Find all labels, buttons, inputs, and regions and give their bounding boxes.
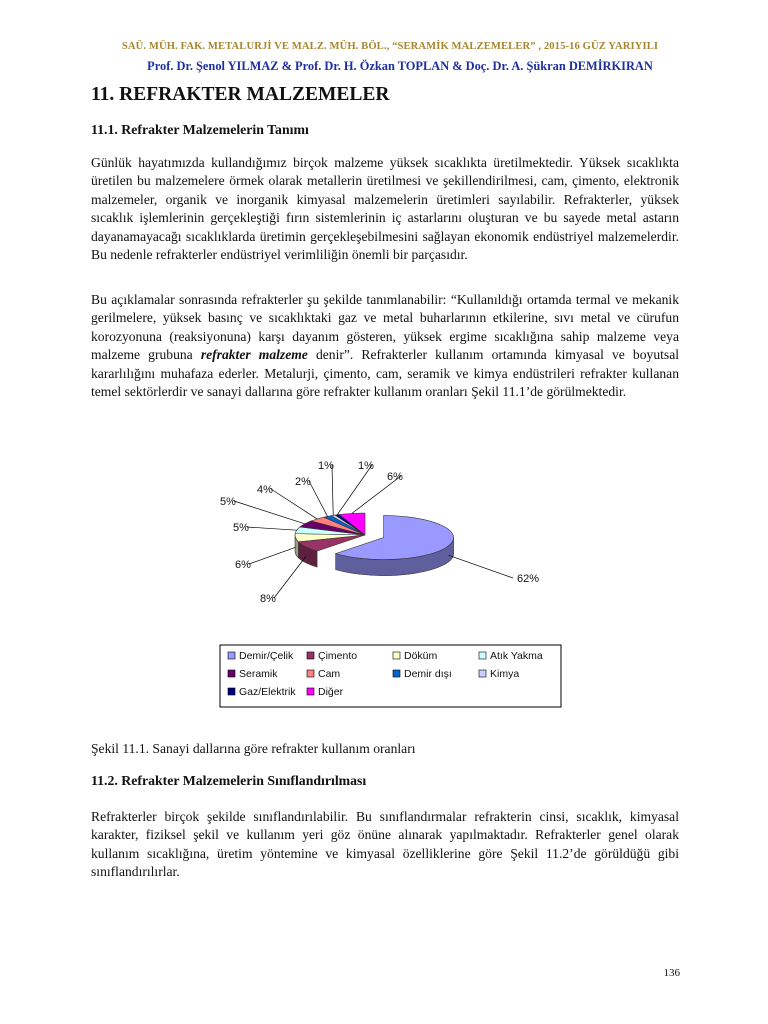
legend-label-diger: Diğer [318,686,344,698]
data-label-atik-yakma: 5% [233,522,249,534]
leader-line-demir-celik [449,555,513,578]
legend-label-demir-disi: Demir dışı [404,668,452,680]
paragraph-2-text-start: Bu açıklamalar sonrasında refrakterler şu şekilde tanımlanabilir: “Kullanıldığı ortamda termal ve mekanik gerilmelere, yüksek basınç ve sıcaklıktaki gaz ve metal buharlarının etkilerine, sıvı metal ve cürufun korozyonuna (reaksiyonuna) karşı dayanım gösteren, yüksek ergime sıcaklığına sahip malzeme veya malzeme grubuna [91,292,679,363]
legend-swatch-cam [307,670,314,677]
section-2-paragraph-1: Refrakterler birçok şekilde sınıflandırılabilir. Bu sınıflandırmalar refrakterin cinsi, sıcaklık, kimyasal karakter, fiziksel şekil ve kullanım yeri göz önüne alınarak yapılmaktadır. Refrakterler genel olarak kullanım sıcaklığına, üretim yöntemine ve kimyasal özelliklerine göre Şekil 11.2’de görüldüğü gibi sınıflandırılırlar. [91,809,679,880]
leader-line-cam [271,489,317,519]
legend-label-gaz-elektrik: Gaz/Elektrik [239,686,296,698]
leader-line-kimya [332,465,333,515]
paragraph-2-text-end: denir”. Refrakterler kullanım ortamında kimyasal ve boyutsal kararlılığını muhafaza ederler. Metalurji, çimento, cam, seramik ve kimya endüstrileri refrakter kullanan temel sektörlerdir ve sanayi dallarına göre refrakter kullanım oranları Şekil 11.1’de görülmektedir. [91,347,680,400]
legend-label-seramik: Seramik [239,668,278,680]
leader-line-atik-yakma [247,527,297,530]
data-label-cam: 4% [257,484,273,496]
leader-line-cimento [274,556,306,598]
legend-label-demir-celik: Demir/Çelik [239,650,294,662]
legend-label-kimya: Kimya [490,668,520,680]
data-label-seramik: 5% [220,496,236,508]
section-2-title: 11.2. Refrakter Malzemelerin Sınıflandırılması [91,773,367,788]
legend-swatch-demir-disi [393,670,400,677]
section-1-paragraph-1: Günlük hayatımızda kullandığımız birçok malzeme yüksek sıcaklıkta üretilmektedir. Yüksek sıcaklıkta üretilen bu malzemelere örmek olarak metallerin üretilmesi ve şekillendirilmesi, cam, çimento, elektronik malzemeler, organik ve inorganik kimyasal malzemelerin üretimleri sayılabilir. Refrakterler, yüksek sıcaklık işlemlerinin gerçekleştiği fırın sistemlerinin iç astarlarını oluşturan ve bu sayede metal astarın dayanamayacağı sıcaklıklarda üretimin gerçekleşebilmesini sağlayan ekonomik endüstriyel malzemelerdir. Bu nedenle refrakterler endüstriyel verimliliğin önemli bir parçasıdır. [91,155,679,263]
section-1-title: 11.1. Refrakter Malzemelerin Tanımı [91,122,309,137]
data-label-dokum: 6% [235,559,251,571]
pie-labels-layer [220,460,539,605]
leader-line-demir-disi [309,481,327,516]
figure-caption: Şekil 11.1. Sanayi dallarına göre refrakter kullanım oranları [91,741,416,756]
data-label-demir-celik: 62% [517,573,540,585]
chapter-title: 11. REFRAKTER MALZEMELER [91,84,390,105]
page-number: 136 [663,967,680,979]
legend-swatch-diger [307,688,314,695]
header-course-line: SAÜ. MÜH. FAK. METALURJİ VE MALZ. MÜH. BÖL., “SERAMİK MALZEMELER” , 2015-16 GÜZ YARIYILI [121,41,659,52]
legend-label-cimento: Çimento [318,650,358,662]
leader-line-dokum [249,547,296,564]
legend-label-atik-yakma: Atık Yakma [490,650,543,662]
legend-swatch-atik-yakma [479,652,486,659]
pie-layer [295,513,454,576]
legend-label-dokum: Döküm [404,650,438,662]
section-1-paragraph-2 [91,291,679,401]
data-label-kimya: 1% [318,460,334,472]
legend-swatch-demir-celik [228,652,235,659]
paragraph-2-emphasis: refrakter malzeme [200,347,308,363]
data-label-cimento: 8% [260,593,276,605]
legend-swatch-seramik [228,670,235,677]
legend-swatch-dokum [393,652,400,659]
data-label-gaz-elektrik: 1% [358,460,374,472]
refractory-usage-pie-chart [215,445,570,713]
legend-swatch-kimya [479,670,486,677]
legend-swatch-gaz-elektrik [228,688,235,695]
data-label-demir-disi: 2% [295,476,311,488]
leader-line-gaz-elektrik [337,465,372,515]
legend-swatch-cimento [307,652,314,659]
legend-label-cam: Cam [318,668,341,680]
header-authors-line: Prof. Dr. Şenol YILMAZ & Prof. Dr. H. Özkan TOPLAN & Doç. Dr. A. Şükran DEMİRKIRAN [147,59,653,73]
data-label-diger: 6% [387,471,403,483]
